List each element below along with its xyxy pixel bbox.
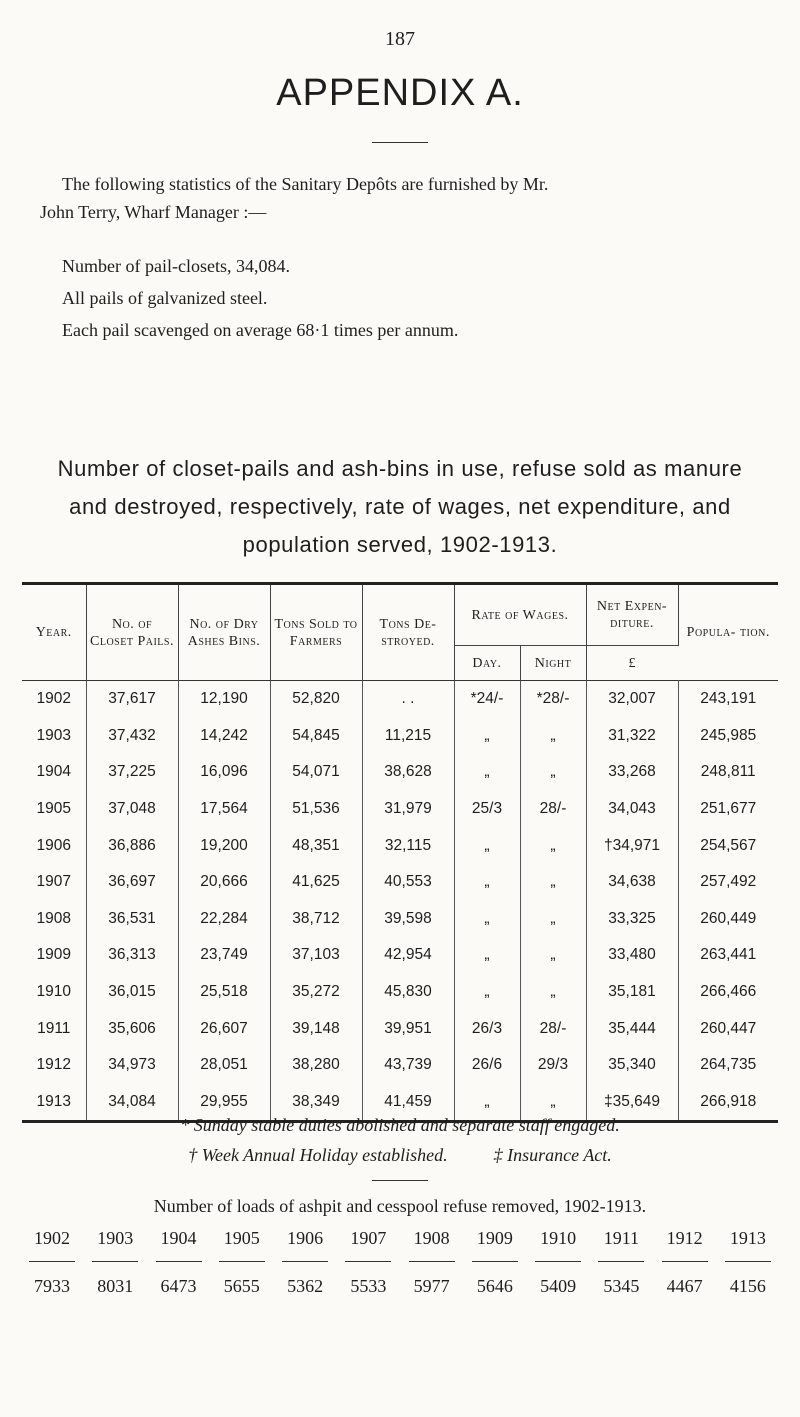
loads-underline (465, 1261, 525, 1262)
cell-tons-sold: 51,536 (270, 791, 362, 828)
cell-year: 1905 (22, 791, 86, 828)
cell-year: 1908 (22, 901, 86, 938)
intro-line-2: John Terry, Wharf Manager :— (40, 202, 267, 222)
loads-value: 4156 (729, 1276, 766, 1296)
cell-wage-day: *24/- (454, 681, 520, 718)
cell-closet-pails: 36,531 (86, 901, 178, 938)
cell-closet-pails: 36,697 (86, 864, 178, 901)
cell-population: 248,811 (700, 763, 756, 781)
cell-tons-sold: 37,103 (270, 937, 362, 974)
table-row (22, 974, 778, 1011)
cell-wage-night: 28/- (520, 1010, 586, 1047)
intro-paragraph (40, 170, 770, 226)
cell-population: 257,492 (700, 873, 757, 891)
cell-tons-sold: 52,820 (270, 681, 362, 718)
cell-year: 1906 (22, 827, 86, 864)
cell-population: 260,447 (700, 1019, 757, 1037)
header-population: Popula- tion. (686, 625, 770, 640)
cell-wage-night: „ (520, 718, 586, 755)
facts-list (62, 250, 458, 346)
loads-underline (85, 1261, 145, 1262)
cell-wage-day: 26/6 (454, 1047, 520, 1084)
cell-population: 266,466 (700, 983, 757, 1001)
cell-year: 1911 (22, 1010, 86, 1047)
table-row (22, 681, 778, 718)
cell-wage-night: „ (520, 974, 586, 1011)
cell-net-expenditure: 35,340 (586, 1047, 678, 1084)
cell-ash-bins: 28,051 (178, 1047, 270, 1084)
cell-net-expenditure: 34,043 (586, 791, 678, 828)
cell-wage-night: „ (520, 864, 586, 901)
loads-year: 1907 (350, 1228, 387, 1248)
cell-closet-pails: 36,886 (86, 827, 178, 864)
cell-population: 254,567 (700, 836, 757, 854)
cell-ash-bins: 16,096 (178, 754, 270, 791)
cell-tons-sold: 35,272 (270, 974, 362, 1011)
table-body (22, 681, 778, 1121)
cell-year: 1913 (22, 1084, 86, 1121)
cell-wage-day: 26/3 (454, 1010, 520, 1047)
loads-value: 8031 (97, 1276, 134, 1296)
cell-wage-night: „ (520, 937, 586, 974)
appendix-title: APPENDIX A. (276, 72, 524, 114)
loads-year: 1912 (666, 1228, 703, 1248)
cell-tons-sold: 38,349 (270, 1084, 362, 1121)
header-year: Year. (22, 585, 86, 681)
table-row (22, 827, 778, 864)
footnote-double-dagger: ‡ Insurance Act. (493, 1145, 612, 1165)
table-row (22, 718, 778, 755)
cell-closet-pails: 35,606 (86, 1010, 178, 1047)
cell-ash-bins: 17,564 (178, 791, 270, 828)
cell-year: 1902 (22, 681, 86, 718)
cell-tons-sold: 54,071 (270, 754, 362, 791)
loads-value: 4467 (666, 1276, 703, 1296)
header-night: Night (520, 646, 586, 681)
cell-tons-sold: 41,625 (270, 864, 362, 901)
cell-tons-destroyed: 42,954 (362, 937, 454, 974)
cell-closet-pails: 37,617 (86, 681, 178, 718)
cell-net-expenditure: 34,638 (586, 864, 678, 901)
fact-scavenging-rate: Each pail scavenged on average 68·1 times per annum. (62, 320, 459, 340)
cell-ash-bins: 23,749 (178, 937, 270, 974)
cell-ash-bins: 12,190 (178, 681, 270, 718)
loads-value: 6473 (160, 1276, 197, 1296)
cell-tons-sold: 39,148 (270, 1010, 362, 1047)
cell-net-expenditure: 33,325 (586, 901, 678, 938)
loads-underline (528, 1261, 588, 1262)
loads-value: 5646 (476, 1276, 513, 1296)
loads-underline (212, 1261, 272, 1262)
cell-closet-pails: 36,015 (86, 974, 178, 1011)
footnotes (0, 1110, 800, 1170)
cell-tons-destroyed: . . (362, 681, 454, 718)
cell-net-expenditure: †34,971 (586, 827, 678, 864)
cell-closet-pails: 34,973 (86, 1047, 178, 1084)
cell-year: 1909 (22, 937, 86, 974)
cell-tons-destroyed: 39,951 (362, 1010, 454, 1047)
cell-wage-night: „ (520, 1084, 586, 1121)
loads-year: 1913 (729, 1228, 766, 1248)
cell-closet-pails: 34,084 (86, 1084, 178, 1121)
cell-wage-night: „ (520, 754, 586, 791)
loads-year: 1911 (603, 1228, 640, 1248)
footnote-star: * Sunday stable duties abolished and separate staff engaged. (180, 1115, 620, 1135)
cell-net-expenditure: 31,322 (586, 718, 678, 755)
cell-closet-pails: 37,048 (86, 791, 178, 828)
loads-value: 5977 (413, 1276, 450, 1296)
cell-ash-bins: 22,284 (178, 901, 270, 938)
table-row (22, 937, 778, 974)
cell-closet-pails: 37,225 (86, 754, 178, 791)
loads-underline (655, 1261, 715, 1262)
table-row (22, 864, 778, 901)
cell-net-expenditure: 32,007 (586, 681, 678, 718)
page-number: 187 (385, 28, 415, 50)
header-ash-bins: No. of Dry Ashes Bins. (178, 585, 270, 681)
cell-year: 1903 (22, 718, 86, 755)
cell-wage-day: „ (454, 901, 520, 938)
loads-year: 1905 (223, 1228, 260, 1248)
table-row (22, 1047, 778, 1084)
cell-wage-night: „ (520, 827, 586, 864)
header-net-expenditure: Net Expen- diture. (586, 585, 678, 646)
cell-tons-sold: 54,845 (270, 718, 362, 755)
cell-tons-destroyed: 11,215 (362, 718, 454, 755)
cell-population: 264,735 (700, 1056, 757, 1074)
cell-tons-destroyed: 45,830 (362, 974, 454, 1011)
cell-population: 243,191 (700, 690, 757, 708)
fact-pail-count: Number of pail-closets, 34,084. (62, 256, 290, 276)
loads-year: 1908 (413, 1228, 450, 1248)
header-rate-of-wages: Rate of Wages. (454, 585, 586, 646)
cell-tons-destroyed: 32,115 (362, 827, 454, 864)
loads-underline (149, 1261, 209, 1262)
cell-population: 260,449 (700, 909, 757, 927)
cell-tons-destroyed: 41,459 (362, 1084, 454, 1121)
intro-line-1: The following statistics of the Sanitary Depôts are furnished by Mr. (62, 174, 549, 194)
cell-year: 1912 (22, 1047, 86, 1084)
cell-net-expenditure: ‡35,649 (586, 1084, 678, 1121)
loads-value: 5409 (540, 1276, 577, 1296)
cell-tons-destroyed: 40,553 (362, 864, 454, 901)
cell-wage-day: „ (454, 937, 520, 974)
cell-net-expenditure: 35,444 (586, 1010, 678, 1047)
loads-underline (718, 1261, 778, 1262)
loads-title: Number of loads of ashpit and cesspool refuse removed, 1902-1913. (153, 1196, 647, 1216)
cell-closet-pails: 37,432 (86, 718, 178, 755)
loads-year: 1903 (97, 1228, 134, 1248)
statistics-table (22, 582, 778, 1123)
loads-value: 5362 (287, 1276, 324, 1296)
cell-tons-sold: 48,351 (270, 827, 362, 864)
loads-value: 7933 (34, 1276, 70, 1296)
cell-ash-bins: 25,518 (178, 974, 270, 1011)
cell-tons-destroyed: 39,598 (362, 901, 454, 938)
cell-wage-night: „ (520, 901, 586, 938)
cell-ash-bins: 19,200 (178, 827, 270, 864)
table-row (22, 901, 778, 938)
cell-population: 245,985 (700, 726, 757, 744)
cell-wage-night: 29/3 (520, 1047, 586, 1084)
cell-year: 1907 (22, 864, 86, 901)
cell-closet-pails: 36,313 (86, 937, 178, 974)
cell-tons-destroyed: 38,628 (362, 754, 454, 791)
loads-underline (402, 1261, 462, 1262)
cell-wage-day: „ (454, 974, 520, 1011)
header-tons-destroyed: Tons De- stroyed. (362, 585, 454, 681)
loads-values-row (22, 1276, 778, 1297)
loads-underline (275, 1261, 335, 1262)
loads-underline (338, 1261, 398, 1262)
loads-year: 1906 (287, 1228, 324, 1248)
loads-year: 1902 (34, 1228, 70, 1248)
header-currency: £ (586, 646, 678, 681)
header-day: Day. (454, 646, 520, 681)
loads-value: 5533 (350, 1276, 387, 1296)
cell-tons-sold: 38,712 (270, 901, 362, 938)
loads-value: 5655 (223, 1276, 260, 1296)
cell-population: 251,677 (700, 800, 757, 818)
table-row (22, 1010, 778, 1047)
loads-underline (591, 1261, 651, 1262)
cell-wage-day: 25/3 (454, 791, 520, 828)
loads-year: 1904 (160, 1228, 197, 1248)
cell-net-expenditure: 33,268 (586, 754, 678, 791)
cell-tons-destroyed: 31,979 (362, 791, 454, 828)
cell-ash-bins: 14,242 (178, 718, 270, 755)
loads-year: 1910 (540, 1228, 577, 1248)
cell-tons-sold: 38,280 (270, 1047, 362, 1084)
fact-pail-material: All pails of galvanized steel. (62, 288, 268, 308)
cell-wage-night: 28/- (520, 791, 586, 828)
cell-ash-bins: 26,607 (178, 1010, 270, 1047)
loads-rules-row (22, 1261, 778, 1262)
footnote-dagger: † Week Annual Holiday established. (188, 1145, 448, 1165)
loads-underline (22, 1261, 82, 1262)
section-divider (372, 1180, 428, 1181)
table-row (22, 754, 778, 791)
cell-wage-day: „ (454, 718, 520, 755)
cell-wage-day: „ (454, 864, 520, 901)
cell-year: 1910 (22, 974, 86, 1011)
loads-years-row (22, 1228, 778, 1249)
header-closet-pails: No. of Closet Pails. (86, 585, 178, 681)
title-divider (372, 142, 428, 143)
cell-wage-day: „ (454, 827, 520, 864)
footnote-dagger-line (0, 1140, 800, 1170)
cell-year: 1904 (22, 754, 86, 791)
cell-wage-day: „ (454, 754, 520, 791)
table-row (22, 791, 778, 828)
cell-ash-bins: 20,666 (178, 864, 270, 901)
cell-wage-day: „ (454, 1084, 520, 1121)
cell-net-expenditure: 33,480 (586, 937, 678, 974)
cell-wage-night: *28/- (520, 681, 586, 718)
cell-tons-destroyed: 43,739 (362, 1047, 454, 1084)
header-tons-sold: Tons Sold to Farmers (270, 585, 362, 681)
loads-year: 1909 (476, 1228, 513, 1248)
cell-ash-bins: 29,955 (178, 1084, 270, 1121)
cell-net-expenditure: 35,181 (586, 974, 678, 1011)
cell-population: 263,441 (700, 946, 757, 964)
loads-value: 5345 (603, 1276, 640, 1296)
cell-population: 266,918 (700, 1092, 757, 1110)
table-heading: Number of closet-pails and ash-bins in use, refuse sold as manure and destroyed, respectively, rate of wages, net expenditure, and population served, 1902-1913. (57, 456, 743, 557)
